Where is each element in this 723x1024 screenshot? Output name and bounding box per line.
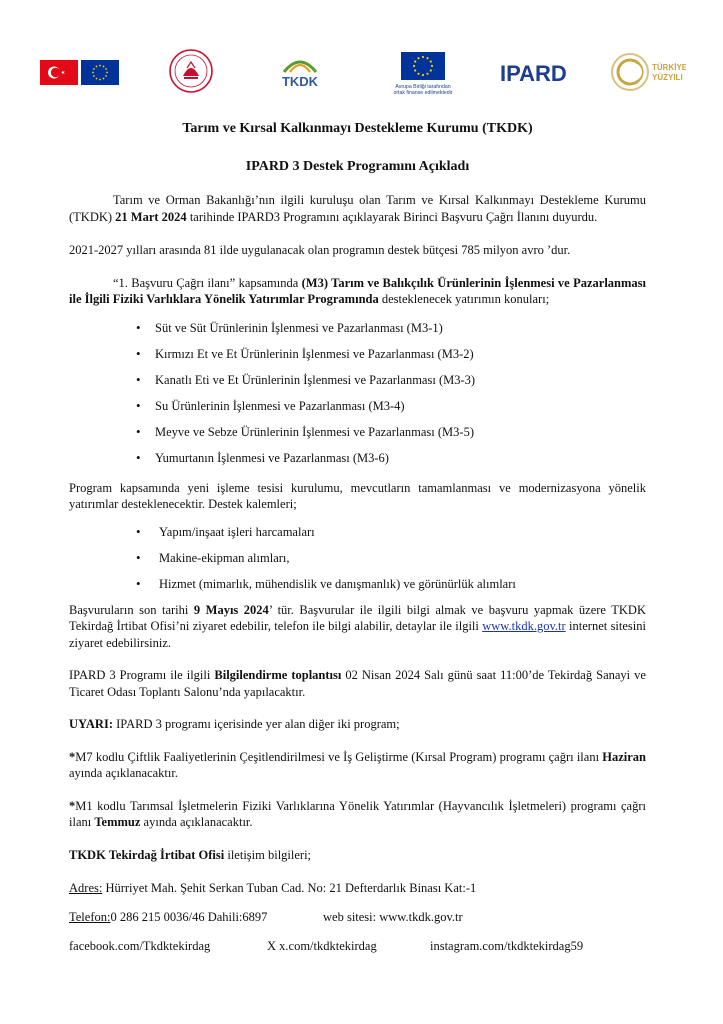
- address-line: [69, 880, 646, 897]
- m1-text: M1 kodlu Tarımsal İşletmelerin Fiziki Varlıklarına Yönelik Yatırımlar (Hayvancılık İşletmeleri) programı çağrı ilanı: [69, 798, 646, 829]
- list-item: • Kanatlı Eti ve Et Ürünlerinin İşlenmesi ve Pazarlanması (M3-3): [69, 372, 646, 398]
- eu-star-icon: [413, 65, 415, 67]
- warning-paragraph: [69, 716, 646, 733]
- sector-list: [69, 320, 646, 476]
- turkey-flag-icon: [40, 60, 78, 85]
- m1-star: *: [69, 798, 76, 813]
- eu-star-icon: [93, 75, 95, 77]
- ministry-seal-icon: [168, 48, 214, 94]
- eu-star-icon: [106, 72, 108, 74]
- ipard-logo-text: IPARD: [500, 61, 567, 86]
- turkiye-yuzyili-logo: [610, 50, 686, 94]
- meeting-paragraph: [69, 667, 646, 700]
- list-item: • Hizmet (mimarlık, mühendislik ve danışmanlık) ve görünürlük alımları: [69, 576, 646, 602]
- deadline-text-end: internet sitesini ziyaret edebilirsiniz.: [69, 619, 646, 650]
- call-program-name: (M3) Tarım ve Balıkçılık Ürünlerinin İşlenmesi ve Pazarlanması ile İlgili Fiziki Varlıklara Yönelik Yatırımlar Programında: [69, 275, 646, 306]
- phone-label: Telefon:: [69, 909, 111, 924]
- deadline-text-mid: ’ tür. Başvurular ile ilgili bilgi almak ve başvuru yapmak üzere TKDK Tekirdağ İrtibat Ofisi’ni ziyaret edebilir, telefon ile bilgi alabilir, detaylar ile ilgili: [69, 602, 646, 633]
- m7-month: Haziran: [602, 749, 646, 764]
- eu-star-icon: [430, 60, 432, 62]
- address-label: Adres:: [69, 881, 103, 895]
- deadline-paragraph: [69, 602, 646, 652]
- list-item: • Yumurtanın İşlenmesi ve Pazarlanması (M3-6): [69, 450, 646, 476]
- logo-bar: [0, 44, 723, 100]
- eu-star-icon: [103, 78, 105, 80]
- contact-heading-text: iletişim bilgileri;: [224, 847, 312, 862]
- eu-star-icon: [99, 79, 101, 81]
- ipard-logo: [500, 57, 570, 87]
- deadline-date: 9 Mayıs 2024: [193, 602, 269, 617]
- eu-star-icon: [96, 66, 98, 68]
- eu-star-icon: [431, 65, 433, 67]
- meeting-label: Bilgilendirme toplantısı: [214, 668, 342, 682]
- eu-star-icon: [105, 75, 107, 77]
- list-item: • Yapım/inşaat işleri harcamaları: [69, 524, 646, 550]
- eu-star-icon: [96, 78, 98, 80]
- intro-text: Tarım ve Orman Bakanlığı’nın ilgili kuruluşu olan Tarım ve Kırsal Kalkınmayı Destekleme Kurumu (TKDK): [69, 193, 646, 224]
- contact-office-name: TKDK Tekirdağ İrtibat Ofisi: [69, 847, 225, 862]
- eu-star-icon: [422, 56, 424, 58]
- intro-text-end: tarihinde IPARD3 Programını açıklayarak Birinci Başvuru Çağrı İlanını duyurdu.: [186, 209, 598, 224]
- budget-paragraph: 2021-2027 yılları arasında 81 ilde uygulanacak olan programın destek bütçesi 785 milyon avro ’dur.: [69, 243, 571, 257]
- eu-star-icon: [422, 74, 424, 76]
- instagram-handle: instagram.com/tkdktekirdag59: [430, 939, 584, 953]
- eu-star-icon: [92, 72, 94, 74]
- call-text-end: desteklenecek yatırımın konuları;: [378, 292, 550, 306]
- eu-flag-icon: [81, 60, 119, 85]
- m7-paragraph: [69, 749, 646, 782]
- eu-star-icon: [105, 68, 107, 70]
- website-text: web sitesi: www.tkdk.gov.tr: [323, 909, 463, 924]
- m7-text-end: ayında açıklanacaktır.: [69, 766, 178, 780]
- phone-row: [69, 909, 646, 926]
- turkiye-text: TÜRKİYE: [652, 63, 686, 72]
- intro-paragraph: [69, 192, 646, 225]
- tkdk-logo: [272, 50, 328, 92]
- eu-star-icon: [93, 68, 95, 70]
- social-row: [69, 938, 646, 955]
- m1-text-end: ayında açıklanacaktır.: [140, 815, 253, 829]
- phone-value: 0 286 215 0036/46 Dahili:6897: [110, 909, 268, 924]
- eu-star-icon: [103, 66, 105, 68]
- document-subtitle: IPARD 3 Destek Programını Açıkladı: [245, 159, 470, 174]
- contact-heading: [69, 847, 646, 864]
- support-item-list: [69, 524, 646, 602]
- facebook-handle: facebook.com/Tkdktekirdag: [69, 939, 211, 953]
- eu-star-icon: [426, 57, 428, 59]
- eu-star-icon: [99, 65, 101, 67]
- eu-cofinance-logo: [387, 50, 459, 96]
- yuzyili-text: YÜZYILI: [652, 73, 683, 82]
- list-item: • Makine-ekipman alımları,: [69, 550, 646, 576]
- warning-text: IPARD 3 programı içerisinde yer alan diğer iki program;: [113, 717, 400, 731]
- tkdk-website-link[interactable]: www.tkdk.gov.tr: [482, 619, 566, 633]
- m1-month: Temmuz: [94, 815, 141, 829]
- m1-paragraph: [69, 798, 646, 831]
- eu-star-icon: [414, 69, 416, 71]
- eu-star-icon: [414, 60, 416, 62]
- x-handle: X x.com/tkdktekirdag: [267, 939, 377, 953]
- eu-star-icon: [417, 57, 419, 59]
- list-item: • Meyve ve Sebze Ürünlerinin İşlenmesi ve Pazarlanması (M3-5): [69, 424, 646, 450]
- eu-star-icon: [430, 69, 432, 71]
- eu-star-icon: [426, 73, 428, 75]
- eu-caption-line2: ortak finanse edilmektedir: [393, 90, 453, 96]
- intro-date: 21 Mart 2024: [115, 209, 187, 224]
- address-value: Hürriyet Mah. Şehit Serkan Tuban Cad. No: 21 Defterdarlık Binası Kat:-1: [102, 881, 477, 895]
- list-item: • Kırmızı Et ve Et Ürünlerinin İşlenmesi ve Pazarlanması (M3-2): [69, 346, 646, 372]
- phone-line: [69, 909, 323, 926]
- warning-label: UYARI:: [69, 717, 113, 731]
- meeting-text-end: 02 Nisan 2024 Salı günü saat 11:00’de Tekirdağ Sanayi ve Ticaret Odası Toplantı Salonu’nda yapılacaktır.: [69, 668, 646, 699]
- scope-paragraph: Program kapsamında yeni işleme tesisi kurulumu, mevcutların tamamlanması ve modernizasyona yönelik yatırımlar desteklenecektir. Destek kalemleri;: [69, 480, 646, 511]
- deadline-text: Başvuruların son tarihi: [69, 602, 194, 617]
- document-title: Tarım ve Kırsal Kalkınmayı Destekleme Kurumu (TKDK): [182, 121, 533, 136]
- meeting-text: IPARD 3 Programı ile ilgili: [69, 668, 215, 682]
- call-text: “1. Başvuru Çağrı ilanı” kapsamında: [113, 275, 302, 290]
- tkdk-logo-text: TKDK: [281, 74, 319, 89]
- document-body: [69, 120, 646, 955]
- call-paragraph: [69, 275, 646, 308]
- eu-caption-line1: Avrupa Birliği tarafından: [395, 84, 451, 90]
- m7-star: *: [69, 749, 76, 764]
- m7-text: M7 kodlu Çiftlik Faaliyetlerinin Çeşitlendirilmesi ve İş Geliştirme (Kırsal Program) programı çağrı ilanı: [75, 749, 603, 764]
- list-item: • Su Ürünlerinin İşlenmesi ve Pazarlanması (M3-4): [69, 398, 646, 424]
- list-item: • Süt ve Süt Ürünlerinin İşlenmesi ve Pazarlanması (M3-1): [69, 320, 646, 346]
- eu-star-icon: [417, 73, 419, 75]
